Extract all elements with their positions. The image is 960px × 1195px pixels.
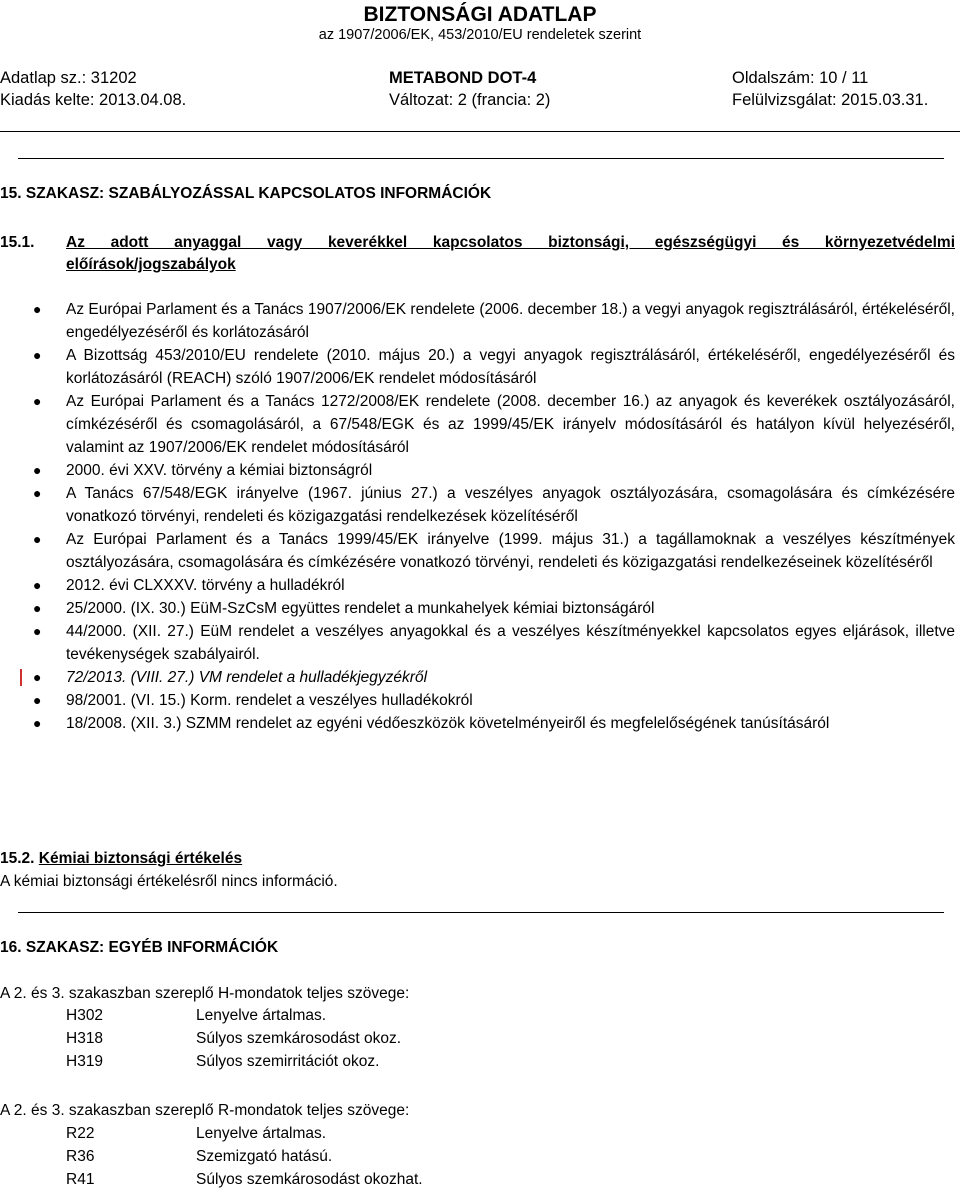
regulation-item <box>0 597 955 620</box>
statement-code: H318 <box>66 1030 104 1047</box>
statement-code: R41 <box>66 1171 95 1188</box>
subsection-title: Kémiai biztonsági értékelés <box>38 850 243 867</box>
subsection-number: 15.1. <box>0 234 35 251</box>
regulation-text: 72/2013. (VIII. 27.) VM rendelet a hulladékjegyzékről <box>66 669 428 686</box>
bullet-icon: ● <box>33 531 42 547</box>
section-16-title: 16. SZAKASZ: EGYÉB INFORMÁCIÓK <box>0 939 279 956</box>
regulation-item <box>0 689 955 712</box>
revision-date: Felülvizsgálat: 2015.03.31. <box>732 91 929 109</box>
regulation-text: 44/2000. (XII. 27.) EüM rendelet a veszélyes anyagokkal és a veszélyes készítményekkel kapcsolatos egyes eljárások, illetve tevékenységek szabályairól. <box>66 623 955 663</box>
subsection-15-2-heading <box>0 849 242 869</box>
regulation-item <box>0 528 955 574</box>
regulation-item <box>0 459 955 482</box>
header-rule <box>0 131 960 132</box>
section-divider <box>18 912 944 913</box>
statement-code: H319 <box>66 1053 104 1070</box>
regulation-text: A Tanács 67/548/EGK irányelve (1967. június 27.) a veszélyes anyagok osztályozására, csomagolására és címkézésére vonatkozó törvényi, rendeleti és közigazgatási rendelkezések közelítéséről <box>66 485 955 525</box>
header-row-1 <box>0 67 960 89</box>
regulation-text: Az Európai Parlament és a Tanács 1272/2008/EK rendelete (2008. december 16.) az anyagok és keverékek osztályozásáról, címkézéséről és csomagolásáról, a 67/548/EGK és az 1999/45/EK irányelv módosításáról és hatályon kívül helyezéséről, valamint az 1907/2006/EK rendelet módosításáról <box>66 393 955 456</box>
regulation-item <box>0 666 955 689</box>
statement-code: R36 <box>66 1148 95 1165</box>
page-number: Oldalszám: 10 / 11 <box>732 69 869 87</box>
subsection-title-line-2: előírások/jogszabályok <box>66 256 236 273</box>
revision-marker <box>20 669 22 686</box>
regulation-text: 2000. évi XXV. törvény a kémiai biztonságról <box>66 462 373 479</box>
bullet-icon: ● <box>33 577 42 593</box>
statement-text: Lenyelve ártalmas. <box>196 1125 327 1142</box>
statement-text: Súlyos szemirritációt okoz. <box>196 1053 380 1070</box>
regulations-list <box>0 298 960 735</box>
bullet-icon: ● <box>33 600 42 616</box>
regulation-text: 18/2008. (XII. 3.) SZMM rendelet az egyéni védőeszközök követelményeiről és megfelelőségének tanúsításáról <box>66 715 830 732</box>
version: Változat: 2 (francia: 2) <box>389 91 551 109</box>
section-15-title: 15. SZAKASZ: SZABÁLYOZÁSSAL KAPCSOLATOS INFORMÁCIÓK <box>0 185 492 202</box>
regulation-item <box>0 482 955 528</box>
statement-text: Lenyelve ártalmas. <box>196 1007 327 1024</box>
bullet-icon: ● <box>33 485 42 501</box>
bullet-icon: ● <box>33 301 42 317</box>
statement-text: Súlyos szemkárosodást okozhat. <box>196 1171 423 1188</box>
regulation-text: Az Európai Parlament és a Tanács 1999/45/EK irányelve (1999. május 31.) a tagállamoknak a veszélyes készítmények osztályozására, csomagolására és címkézésére vonatkozó törvényi, rendeleti és közigazgatási rendelkezéseinek közelítéséről <box>66 531 955 571</box>
regulation-item <box>0 620 955 666</box>
regulation-item <box>0 574 955 597</box>
statement-code: R22 <box>66 1125 95 1142</box>
bullet-icon: ● <box>33 692 42 708</box>
regulation-text: 25/2000. (IX. 30.) EüM-SzCsM együttes rendelet a munkahelyek kémiai biztonságáról <box>66 600 655 617</box>
regulation-text: 98/2001. (VI. 15.) Korm. rendelet a veszélyes hulladékokról <box>66 692 473 709</box>
product-name: METABOND DOT-4 <box>389 69 537 87</box>
subsection-title-line-1: Az adott anyaggal vagy keverékkel kapcsolatos biztonsági, egészségügyi és környezetvédelmi <box>66 234 955 251</box>
regulation-text: Az Európai Parlament és a Tanács 1907/2006/EK rendelete (2006. december 18.) a vegyi anyagok regisztrálásáról, értékeléséről, engedélyezéséről és korlátozásáról <box>66 301 955 341</box>
r-statements-intro: A 2. és 3. szakaszban szereplő R-mondatok teljes szövege: <box>0 1102 410 1119</box>
bullet-icon: ● <box>33 623 42 639</box>
h-statements-intro: A 2. és 3. szakaszban szereplő H-mondatok teljes szövege: <box>0 985 410 1002</box>
section-divider <box>18 158 944 159</box>
regulation-item <box>0 712 955 735</box>
regulation-item <box>0 344 955 390</box>
subsection-15-2-text: A kémiai biztonsági értékelésről nincs információ. <box>0 873 338 890</box>
regulation-item <box>0 390 955 459</box>
document-subtitle: az 1907/2006/EK, 453/2010/EU rendeletek szerint <box>318 27 642 43</box>
bullet-icon: ● <box>33 715 42 731</box>
statement-code: H302 <box>66 1007 104 1024</box>
bullet-icon: ● <box>33 462 42 478</box>
bullet-icon: ● <box>33 347 42 363</box>
issue-date: Kiadás kelte: 2013.04.08. <box>0 91 187 109</box>
regulation-text: 2012. évi CLXXXV. törvény a hulladékról <box>66 577 345 594</box>
sheet-number: Adatlap sz.: 31202 <box>0 69 137 87</box>
bullet-icon: ● <box>33 669 42 685</box>
statement-text: Súlyos szemkárosodást okoz. <box>196 1030 402 1047</box>
document-title: BIZTONSÁGI ADATLAP <box>363 3 597 26</box>
regulation-item <box>0 298 955 344</box>
statement-text: Szemizgató hatású. <box>196 1148 333 1165</box>
regulation-text: A Bizottság 453/2010/EU rendelete (2010. május 20.) a vegyi anyagok regisztrálásáról, értékeléséről, engedélyezéséről és korlátozásáról (REACH) szóló 1907/2006/EK rendelet módosításáról <box>66 347 955 387</box>
header-row-2 <box>0 89 960 111</box>
subsection-number: 15.2. <box>0 850 35 867</box>
bullet-icon: ● <box>33 393 42 409</box>
